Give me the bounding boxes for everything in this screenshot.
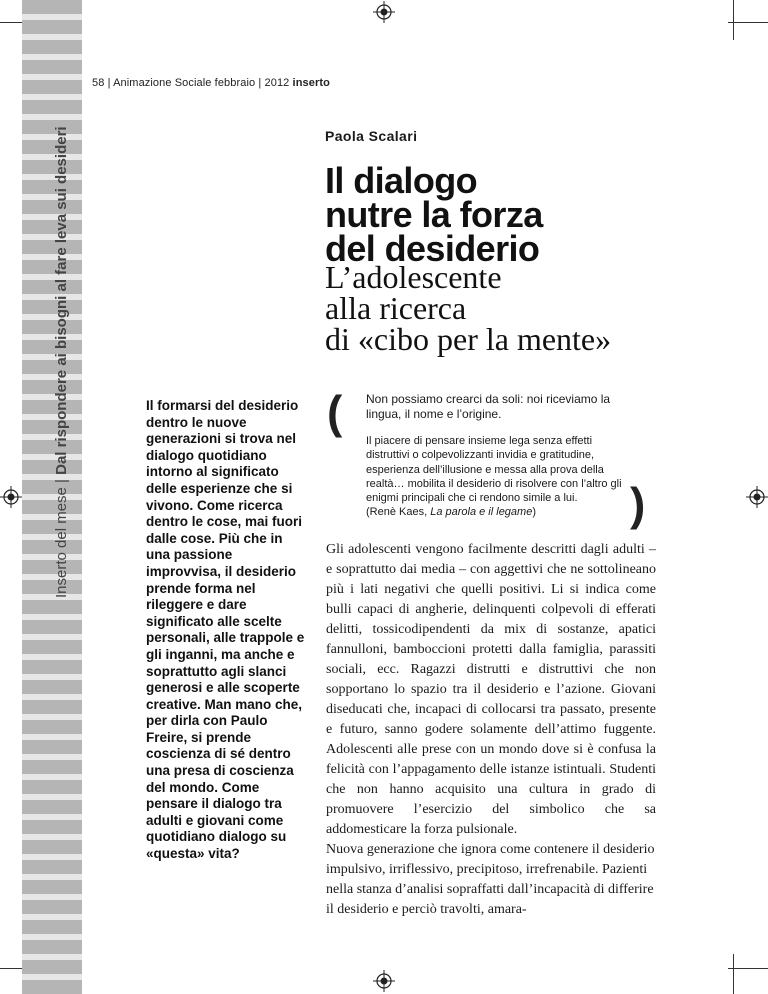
epigraph-text [366, 434, 636, 520]
section-label: Inserto del mese [53, 487, 70, 598]
page-number: 58 [92, 77, 105, 89]
sidebar-abstract: Il formarsi del desiderio dentro le nuove generazioni si trova nel dialogo quotidiano intorno al significato delle esperienze che si vivono. Come ricerca dentro le cose, mai fuori dalle cose. Più che in una passione improvvisa, il desiderio prende forma nel rileggere e dare significato alle scelte personali, alle trappole e gli inganni, ma anche e soprattutto agli slanci generosi e alle scoperte creative. Man mano che, per dirla con Paulo Freire, si prende coscienza di sé dentro una presa di coscienza del mondo. Come pensare il dialogo tra adulti e giovani come quotidiano dialogo su «questa» vita? [146, 398, 305, 862]
registration-mark-icon [373, 970, 395, 992]
epigraph-body: Il piacere di pensare insieme lega senza effetti distruttivi o colpevolizzanti invidia e gratitudine, esperienza dell’illusione e messa alla prova della realtà… mobilita il desiderio di risolvere con l’altro gli enigmi principali che ci rendono simile a lui. [366, 435, 622, 505]
quote-close-paren: ) [630, 478, 646, 530]
quote-open-paren: ( [327, 386, 343, 438]
subtitle-line: L’adolescente [325, 259, 502, 295]
body-paragraph: Gli adolescenti vengono facilmente descritti dagli adulti – e soprattutto dai media – con aggettivi che ne sottolineano più i lati negativi che quelli positivi. Li si indica come bulli capaci di angherie, delinquenti colpevoli di efferati delitti, tossicodipendenti da mix di sostanze, apatici fannulloni, bamboccioni protetti dalla famiglia, parassiti sociali, ecc. Ragazzi distrutti e distruttivi che non sopportano lo spazio tra il desiderio e l’azione. Giovani diseducati che, incapaci di collocarsi tra passato, presente e futuro, sanno godere solamente dell’attimo fuggente. Adolescenti alle prese con un mondo dove si è confusa la felicità con l’appagamento delle istanze istintuali. Studenti che non hanno acquisito una cultura in grado di promuovere l’esercizio del simbolico che sa addomesticare la forza pulsionale. [326, 542, 656, 837]
section-band [22, 0, 82, 994]
article-title [325, 160, 685, 269]
epigraph-attribution-prefix: (Renè Kaes, [366, 506, 431, 519]
subtitle-line: di «cibo per la mente» [325, 321, 612, 357]
running-head-separator: | [104, 77, 114, 89]
running-head [92, 77, 330, 89]
body-paragraph: Nuova generazione che ignora come contenere il desiderio impulsivo, irriflessivo, precipitoso, irrefrenabile. Pazienti nella stanza d’analisi sopraffatti dall’incapacità di differire il desiderio e perciò travolti, amara- [326, 842, 655, 917]
epigraph-main: Non possiamo crearci da soli: noi riceviamo la lingua, il nome e l’origine. [366, 392, 611, 421]
article-subtitle [325, 259, 685, 357]
article-body [326, 540, 656, 920]
author-name: Paola Scalari [325, 128, 418, 144]
title-line: del desiderio [325, 228, 540, 269]
registration-mark-icon [746, 486, 768, 508]
crop-mark [728, 968, 768, 969]
title-line: nutre la forza [325, 194, 543, 235]
epigraph-attribution-suffix: ) [532, 506, 536, 519]
magazine-name: Animazione Sociale [113, 77, 212, 89]
section-separator: | [53, 474, 70, 488]
crop-mark [733, 0, 734, 40]
registration-mark-icon [373, 1, 395, 23]
registration-mark-icon [0, 486, 22, 508]
crop-mark [733, 954, 734, 994]
insert-title: Dal rispondere ai bisogni al fare leva sui desideri [53, 126, 70, 475]
subtitle-line: alla ricerca [325, 290, 467, 326]
crop-mark [728, 22, 768, 23]
section-band-title [53, 126, 70, 598]
section-name: inserto [292, 77, 330, 89]
epigraph-attribution-work: La parola e il legame [430, 506, 533, 519]
title-line: Il dialogo [325, 160, 477, 201]
issue-date: febbraio | 2012 [211, 77, 293, 89]
